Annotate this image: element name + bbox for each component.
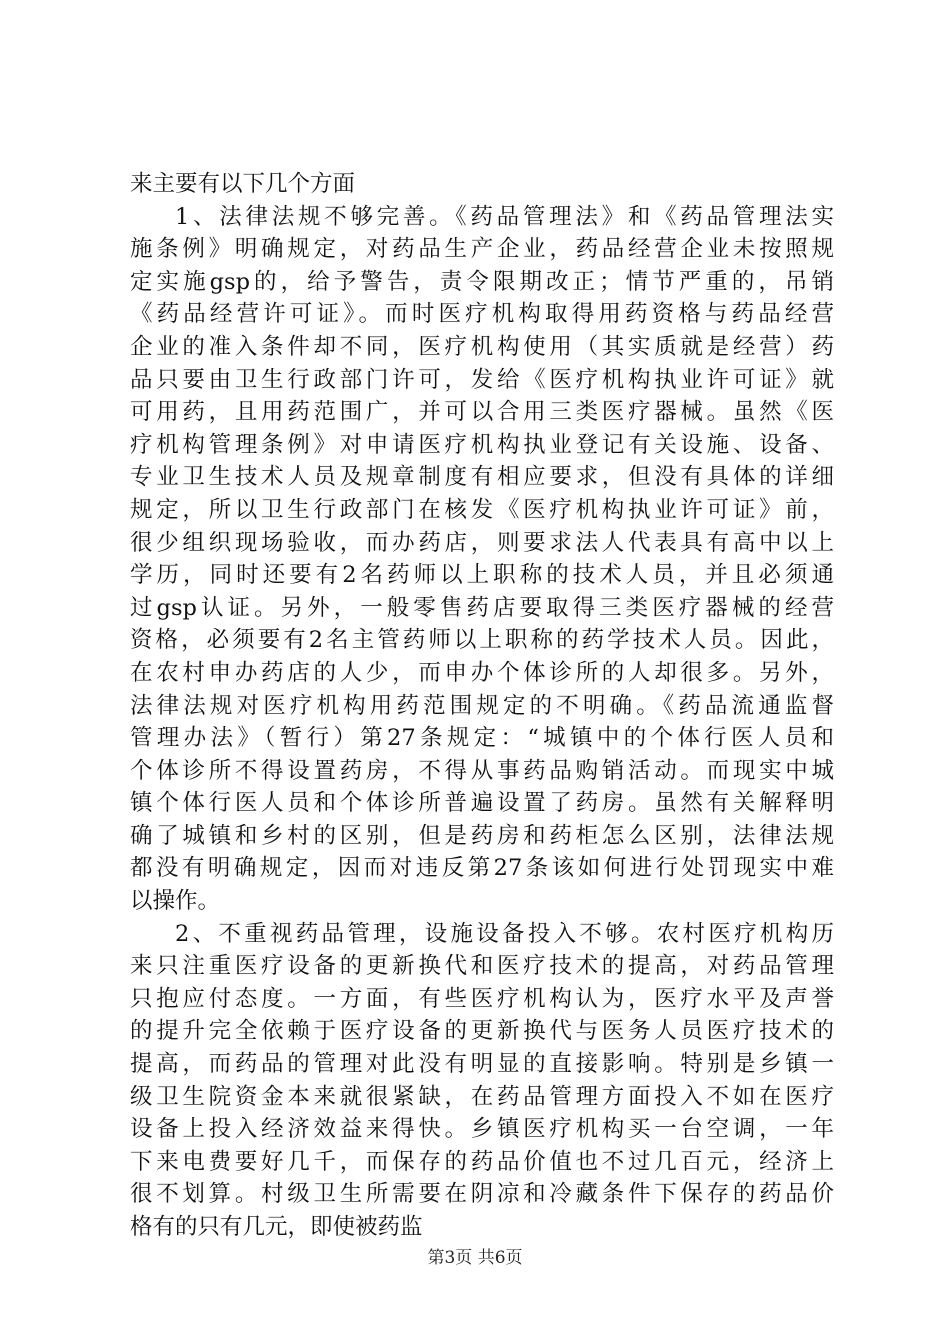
text-line: 很不划算。村级卫生所需要在阴凉和冷藏条件下保存的药品价 (130, 1181, 834, 1208)
text-line: 很少组织现场验收，而办药店，则要求法人代表具有高中以上 (130, 529, 834, 556)
text-line: 提高，而药品的管理对此没有明显的直接影响。特别是乡镇一 (130, 1051, 834, 1078)
paragraph-start-line: 2、不重视药品管理，设施设备投入不够。农村医疗机构历 (175, 920, 834, 947)
text-line: 管理办法》（暂行）第27条规定：“城镇中的个体行医人员和 (130, 725, 834, 752)
text-line: 下来电费要好几千，而保存的药品价值也不过几百元，经济上 (130, 1148, 834, 1175)
text-line: 法律法规对医疗机构用药范围规定的不明确。《药品流通监督 (130, 692, 834, 719)
text-line: 以操作。 (130, 888, 221, 915)
text-line: 只抱应付态度。一方面，有些医疗机构认为，医疗水平及声誉 (130, 985, 834, 1012)
text-line: 确了城镇和乡村的区别，但是药房和药柜怎么区别，法律法规 (130, 822, 834, 849)
text-line: 专业卫生技术人员及规章制度有相应要求，但没有具体的详细 (130, 464, 834, 491)
text-line: 来主要有以下几个方面 (130, 171, 356, 197)
text-line: 规定，所以卫生行政部门在核发《医疗机构执业许可证》前， (130, 496, 834, 523)
text-line: 设备上投入经济效益来得快。乡镇医疗机构买一台空调，一年 (130, 1116, 834, 1143)
text-line: 格有的只有几元，即使被药监 (130, 1214, 423, 1240)
text-line: 企业的准入条件却不同，医疗机构使用（其实质就是经营）药 (130, 333, 834, 360)
text-line: 疗机构管理条例》对申请医疗机构执业登记有关设施、设备、 (130, 431, 834, 458)
text-line: 来只注重医疗设备的更新换代和医疗技术的提高，对药品管理 (130, 953, 834, 980)
text-line: 资格，必须要有2名主管药师以上职称的药学技术人员。因此， (130, 627, 834, 654)
body-text (130, 168, 834, 1244)
text-line: 定实施gsp的，给予警告，责令限期改正；情节严重的，吊销 (130, 268, 834, 295)
text-line: 施条例》明确规定，对药品生产企业，药品经营企业未按照规 (130, 236, 834, 263)
text-line: 个体诊所不得设置药房，不得从事药品购销活动。而现实中城 (130, 757, 834, 784)
paragraph-start-line: 1、法律法规不够完善。《药品管理法》和《药品管理法实 (175, 203, 834, 230)
text-line: 都没有明确规定，因而对违反第27条该如何进行处罚现实中难 (130, 855, 834, 882)
text-line: 品只要由卫生行政部门许可，发给《医疗机构执业许可证》就 (130, 366, 834, 393)
page-number-footer: 第3页 共6页 (427, 1248, 523, 1268)
text-line: 过gsp认证。另外，一般零售药店要取得三类医疗器械的经营 (130, 594, 834, 621)
text-line: 在农村申办药店的人少，而申办个体诊所的人却很多。另外， (130, 659, 834, 686)
text-line: 级卫生院资金本来就很紧缺，在药品管理方面投入不如在医疗 (130, 1083, 834, 1110)
text-line: 镇个体行医人员和个体诊所普遍设置了药房。虽然有关解释明 (130, 790, 834, 817)
text-line: 学历，同时还要有2名药师以上职称的技术人员，并且必须通 (130, 562, 834, 589)
text-line: 《药品经营许可证》。而时医疗机构取得用药资格与药品经营 (130, 301, 834, 328)
text-line: 可用药，且用药范围广，并可以合用三类医疗器械。虽然《医 (130, 399, 834, 426)
text-line: 的提升完全依赖于医疗设备的更新换代与医务人员医疗技术的 (130, 1018, 834, 1045)
